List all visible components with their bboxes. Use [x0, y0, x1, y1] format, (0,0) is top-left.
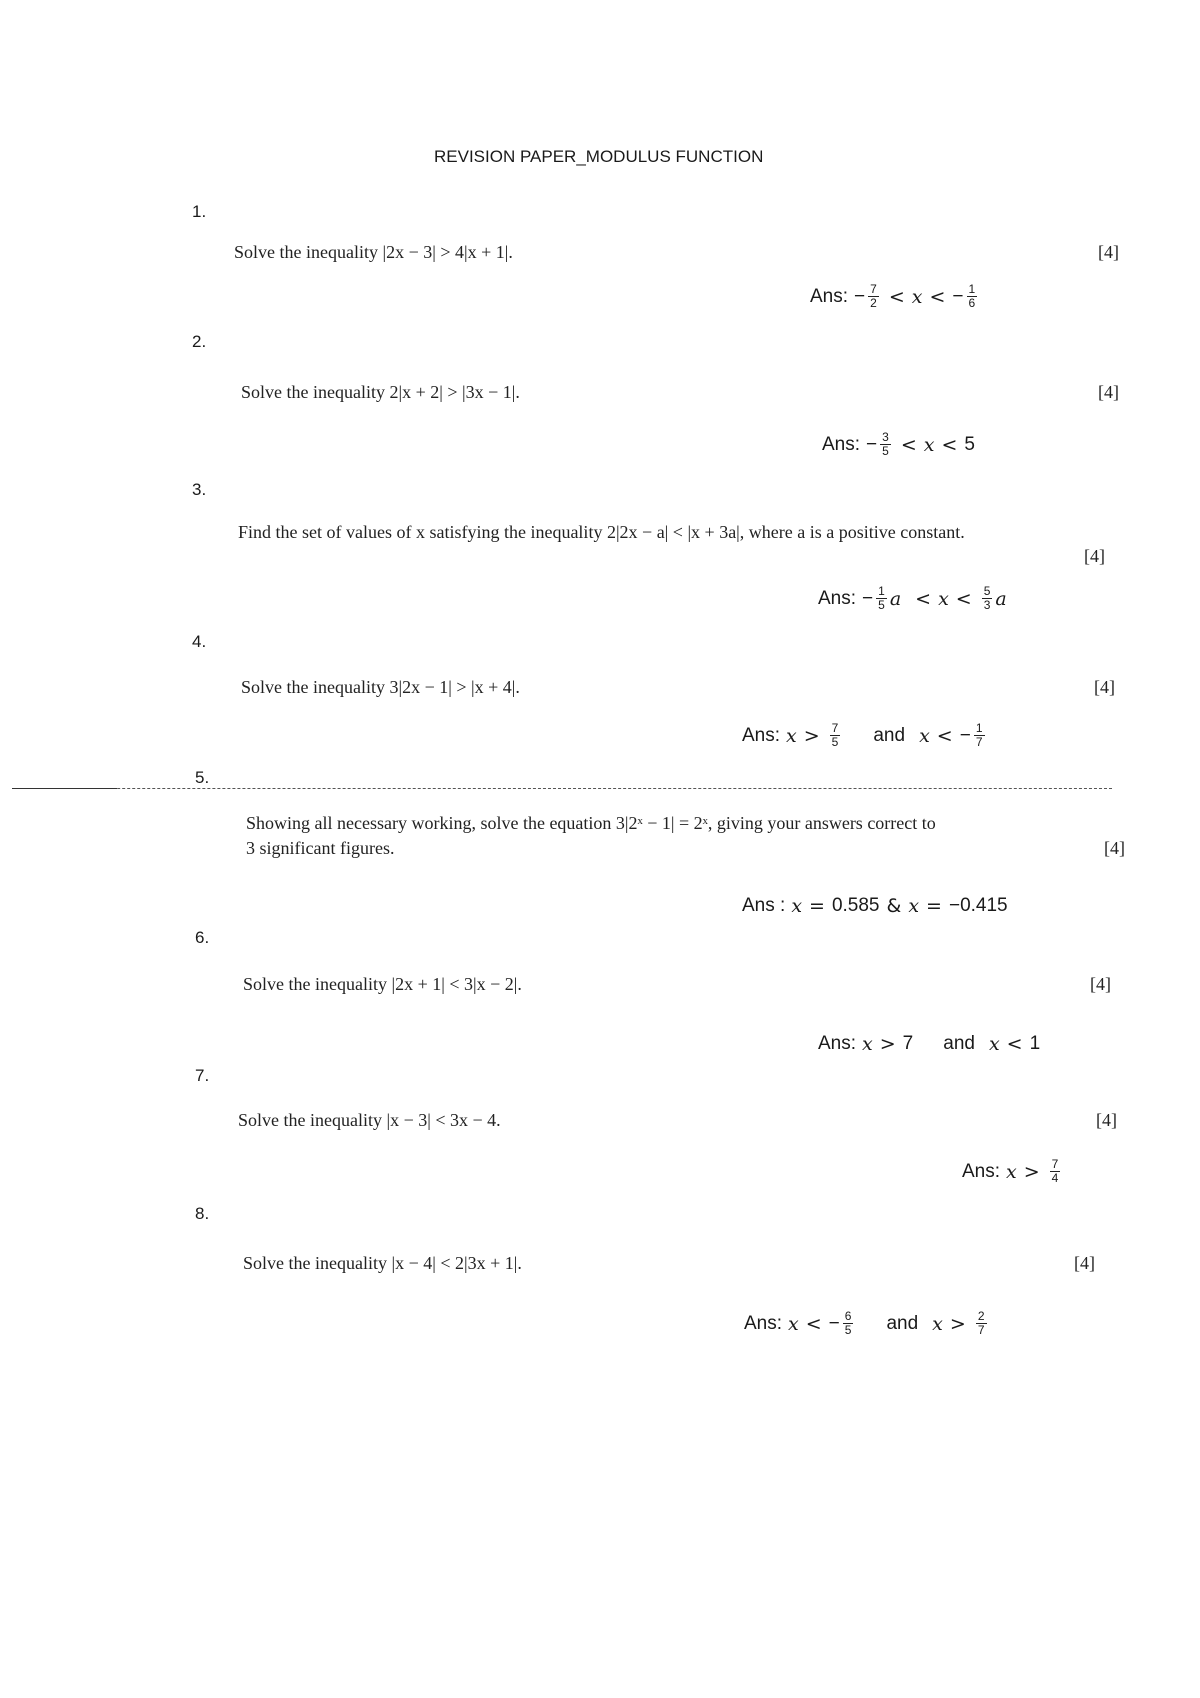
variable-x: x [788, 1312, 799, 1335]
question-5-marks: [4] [1104, 838, 1125, 858]
numerator: 6 [844, 1309, 852, 1323]
question-5-text-line1: Showing all necessary working, solve the equation 3|2ˣ − 1| = 2ˣ, giving your answers correct to [246, 813, 936, 833]
less-than-sign: < [900, 433, 917, 456]
greater-than-sign: > [949, 1312, 966, 1335]
variable-x: x [919, 724, 930, 747]
question-8-answer [744, 1310, 990, 1337]
and-word: and [873, 724, 906, 746]
variable-a: a [995, 587, 1007, 610]
numerator: 7 [1051, 1157, 1059, 1171]
fraction [976, 1310, 987, 1337]
denominator: 7 [975, 735, 983, 749]
answer-value: 7 [902, 1033, 914, 1054]
fraction [967, 283, 978, 310]
question-8-marks: [4] [1074, 1253, 1095, 1273]
equals-sign: = [809, 895, 825, 917]
divider-line [12, 788, 1112, 789]
variable-x: x [1006, 1160, 1017, 1183]
and-word: and [886, 1312, 919, 1334]
variable-x: x [862, 1033, 873, 1055]
fraction [868, 283, 879, 310]
question-3-text: Find the set of values of x satisfying the inequality 2|2x − a| < |x + 3a|, where a is a positive constant. [238, 522, 965, 542]
less-than-sign: < [805, 1312, 822, 1335]
answer-value: 5 [964, 433, 975, 455]
fraction [974, 722, 985, 749]
question-7-marks: [4] [1096, 1110, 1117, 1130]
ampersand: & [886, 895, 902, 917]
question-7-number: 7. [195, 1066, 210, 1085]
less-than-sign: < [929, 285, 946, 308]
answer-label: Ans : [742, 895, 786, 916]
fraction [843, 1310, 854, 1337]
variable-x: x [938, 587, 949, 610]
equals-sign: = [926, 895, 942, 917]
variable-x: x [908, 895, 920, 917]
question-2-number: 2. [192, 332, 207, 351]
page-title: REVISION PAPER_MODULUS FUNCTION [434, 147, 764, 166]
minus-sign: − [862, 587, 874, 609]
less-than-sign: < [888, 285, 905, 308]
variable-x: x [911, 285, 923, 308]
answer-label: Ans: [744, 1312, 783, 1334]
variable-a: a [889, 587, 902, 610]
question-6-number: 6. [195, 928, 210, 947]
question-2-answer [822, 431, 975, 458]
numerator: 1 [878, 584, 885, 598]
numerator: 5 [983, 584, 991, 598]
fraction [982, 585, 993, 612]
answer-label: Ans: [818, 587, 857, 609]
denominator: 2 [870, 296, 877, 310]
question-2-text: Solve the inequality 2|x + 2| > |3x − 1|. [241, 382, 520, 402]
question-8-text: Solve the inequality |x − 4| < 2|3x + 1|. [243, 1253, 522, 1273]
answer-label: Ans: [742, 724, 781, 746]
answer-value: 0.585 [831, 895, 880, 916]
less-than-sign: < [941, 433, 958, 456]
and-word: and [943, 1033, 975, 1054]
minus-sign: − [866, 433, 878, 455]
minus-sign: − [854, 285, 866, 307]
less-than-sign: < [915, 587, 932, 610]
fraction [876, 585, 887, 612]
answer-value: −0.415 [948, 895, 1008, 916]
fraction [830, 722, 841, 749]
variable-x: x [791, 895, 803, 917]
divider-line-solid [12, 788, 117, 789]
less-than-sign: < [1006, 1033, 1023, 1055]
answer-label: Ans: [818, 1033, 857, 1054]
question-2-marks: [4] [1098, 382, 1119, 402]
question-4-marks: [4] [1094, 677, 1115, 697]
question-4-answer [742, 722, 988, 749]
question-3-marks: [4] [1084, 546, 1105, 566]
greater-than-sign: > [1023, 1160, 1040, 1183]
denominator: 4 [1051, 1171, 1059, 1185]
fraction [1050, 1158, 1061, 1185]
numerator: 3 [882, 430, 889, 444]
numerator: 1 [968, 282, 976, 296]
denominator: 5 [882, 444, 889, 458]
denominator: 7 [977, 1323, 985, 1337]
answer-value: 1 [1029, 1033, 1041, 1054]
question-3-answer [818, 585, 1007, 612]
question-1-answer [810, 283, 980, 310]
greater-than-sign: > [803, 724, 820, 747]
question-1-marks: [4] [1098, 242, 1119, 262]
denominator: 5 [878, 598, 885, 612]
numerator: 1 [975, 721, 983, 735]
variable-x: x [786, 724, 797, 747]
question-6-answer [818, 1033, 1040, 1055]
question-5-answer [742, 895, 1008, 917]
question-1-text: Solve the inequality |2x − 3| > 4|x + 1|. [234, 242, 513, 262]
numerator: 2 [977, 1309, 985, 1323]
question-5-text-line2: 3 significant figures. [246, 838, 395, 858]
question-4-number: 4. [192, 632, 207, 651]
less-than-sign: < [955, 587, 972, 610]
question-8-number: 8. [195, 1204, 210, 1223]
question-4-text: Solve the inequality 3|2x − 1| > |x + 4|. [241, 677, 520, 697]
minus-sign: − [959, 724, 971, 746]
question-6-text: Solve the inequality |2x + 1| < 3|x − 2|. [243, 974, 522, 994]
denominator: 5 [844, 1323, 852, 1337]
denominator: 3 [983, 598, 991, 612]
variable-x: x [932, 1312, 943, 1335]
fraction [880, 431, 891, 458]
minus-sign: − [828, 1312, 840, 1334]
minus-sign: − [952, 285, 964, 307]
answer-label: Ans: [810, 285, 849, 307]
greater-than-sign: > [879, 1033, 896, 1055]
question-5-number: 5. [195, 768, 210, 787]
variable-x: x [923, 433, 935, 456]
question-6-marks: [4] [1090, 974, 1111, 994]
question-3-number: 3. [192, 480, 207, 499]
answer-label: Ans: [962, 1160, 1001, 1182]
question-1-number: 1. [192, 202, 207, 221]
variable-x: x [988, 1033, 1000, 1055]
numerator: 7 [831, 721, 839, 735]
less-than-sign: < [936, 724, 953, 747]
answer-label: Ans: [822, 433, 861, 455]
denominator: 6 [968, 296, 976, 310]
numerator: 7 [870, 282, 877, 296]
question-7-answer [962, 1158, 1063, 1185]
question-7-text: Solve the inequality |x − 3| < 3x − 4. [238, 1110, 501, 1130]
denominator: 5 [831, 735, 839, 749]
